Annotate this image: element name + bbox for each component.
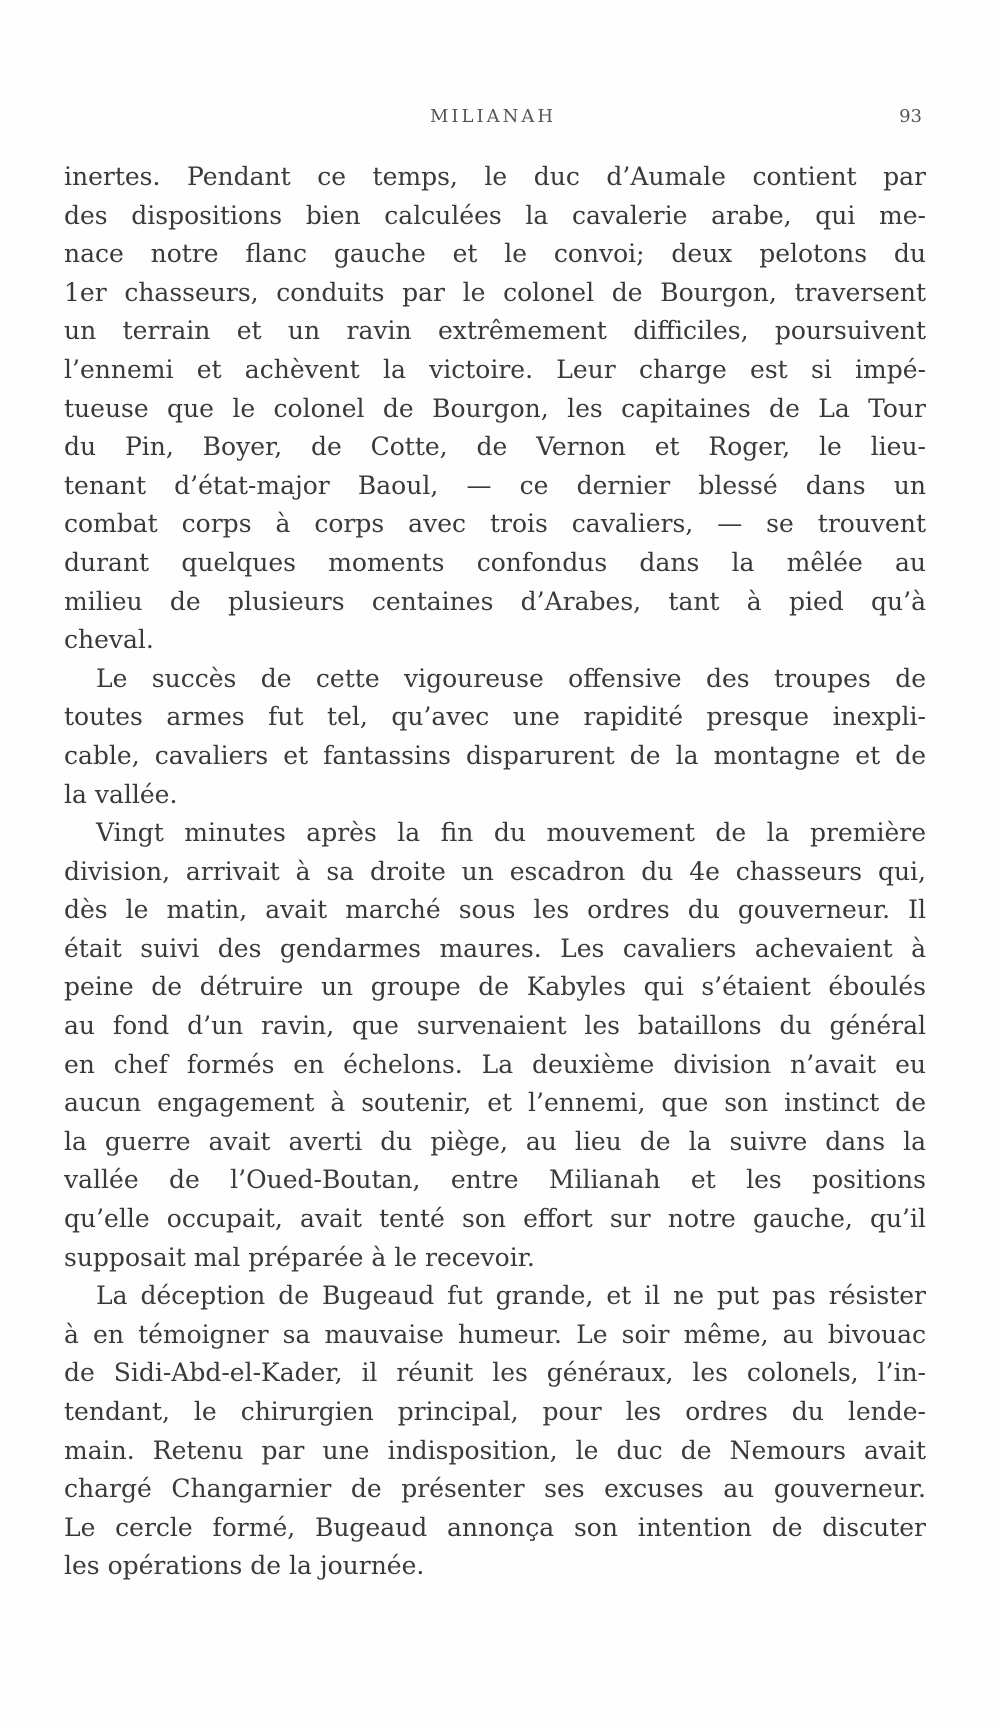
text-line: était suivi des gendarmes maures. Les cavaliers achevaient à: [64, 933, 926, 963]
text-line: vallée de l’Oued-Boutan, entre Milianah et les positions: [64, 1165, 926, 1195]
body-text: [64, 158, 926, 1586]
text-line: combat corps à corps avec trois cavaliers, — se trouvent: [64, 509, 926, 539]
running-head: [64, 106, 922, 136]
running-title: MILIANAH: [429, 106, 557, 127]
text-line: division, arrivait à sa droite un escadron du 4e chasseurs qui,: [64, 856, 926, 886]
text-line: l’ennemi et achèvent la victoire. Leur charge est si impé-: [64, 354, 926, 384]
text-line: nace notre flanc gauche et le convoi; deux pelotons du: [64, 239, 926, 269]
text-line: qu’elle occupait, avait tenté son effort sur notre gauche, qu’il: [64, 1204, 926, 1234]
text-line: inertes. Pendant ce temps, le duc d’Aumale contient par: [64, 162, 926, 191]
text-line: 1er chasseurs, conduits par le colonel de Bourgon, traversent: [64, 277, 926, 307]
text-line: du Pin, Boyer, de Cotte, de Vernon et Roger, le lieu-: [64, 432, 926, 462]
text-line: des dispositions bien calculées la cavalerie arabe, qui me-: [64, 200, 926, 230]
text-line: milieu de plusieurs centaines d’Arabes, tant à pied qu’à: [64, 586, 926, 616]
text-line: cable, cavaliers et fantassins disparurent de la montagne et de: [64, 740, 926, 770]
paragraph: [64, 660, 926, 814]
page-number: 93: [899, 106, 922, 127]
text-line: dès le matin, avait marché sous les ordres du gouverneur. Il: [64, 895, 926, 925]
text-line: chargé Changarnier de présenter ses excuses au gouverneur.: [64, 1474, 926, 1504]
paragraph: [64, 814, 926, 1277]
paragraph: [64, 158, 926, 660]
text-line: supposait mal préparée à le recevoir.: [64, 1242, 535, 1272]
text-line: main. Retenu par une indisposition, le duc de Nemours avait: [64, 1435, 926, 1465]
paragraph: [64, 1277, 926, 1586]
text-line: durant quelques moments confondus dans la mêlée au: [64, 547, 926, 577]
text-line: tenant d’état-major Baoul, — ce dernier blessé dans un: [64, 470, 926, 500]
text-line: les opérations de la journée.: [64, 1551, 425, 1581]
text-line: de Sidi-Abd-el-Kader, il réunit les généraux, les colonels, l’in-: [64, 1358, 926, 1388]
text-line: la vallée.: [64, 779, 178, 809]
text-line: toutes armes fut tel, qu’avec une rapidité presque inexpli-: [64, 702, 926, 732]
text-line: Le succès de cette vigoureuse offensive des troupes de: [96, 663, 926, 693]
text-line: peine de détruire un groupe de Kabyles qui s’étaient éboulés: [64, 972, 926, 1002]
text-line: la guerre avait averti du piège, au lieu de la suivre dans la: [64, 1126, 926, 1156]
text-line: La déception de Bugeaud fut grande, et il ne put pas résister: [96, 1281, 926, 1311]
text-line: en chef formés en échelons. La deuxième division n’avait eu: [64, 1049, 926, 1079]
text-line: au fond d’un ravin, que survenaient les bataillons du général: [64, 1011, 926, 1041]
text-line: à en témoigner sa mauvaise humeur. Le soir même, au bivouac: [64, 1319, 926, 1349]
text-line: aucun engagement à soutenir, et l’ennemi, que son instinct de: [64, 1088, 926, 1118]
text-line: un terrain et un ravin extrêmement difficiles, poursuivent: [64, 316, 926, 346]
text-line: Le cercle formé, Bugeaud annonça son intention de discuter: [64, 1512, 926, 1542]
text-line: tendant, le chirurgien principal, pour les ordres du lende-: [64, 1397, 926, 1426]
text-line: tueuse que le colonel de Bourgon, les capitaines de La Tour: [64, 393, 926, 423]
text-line: Vingt minutes après la fin du mouvement de la première: [96, 818, 926, 848]
text-line: cheval.: [64, 625, 154, 655]
